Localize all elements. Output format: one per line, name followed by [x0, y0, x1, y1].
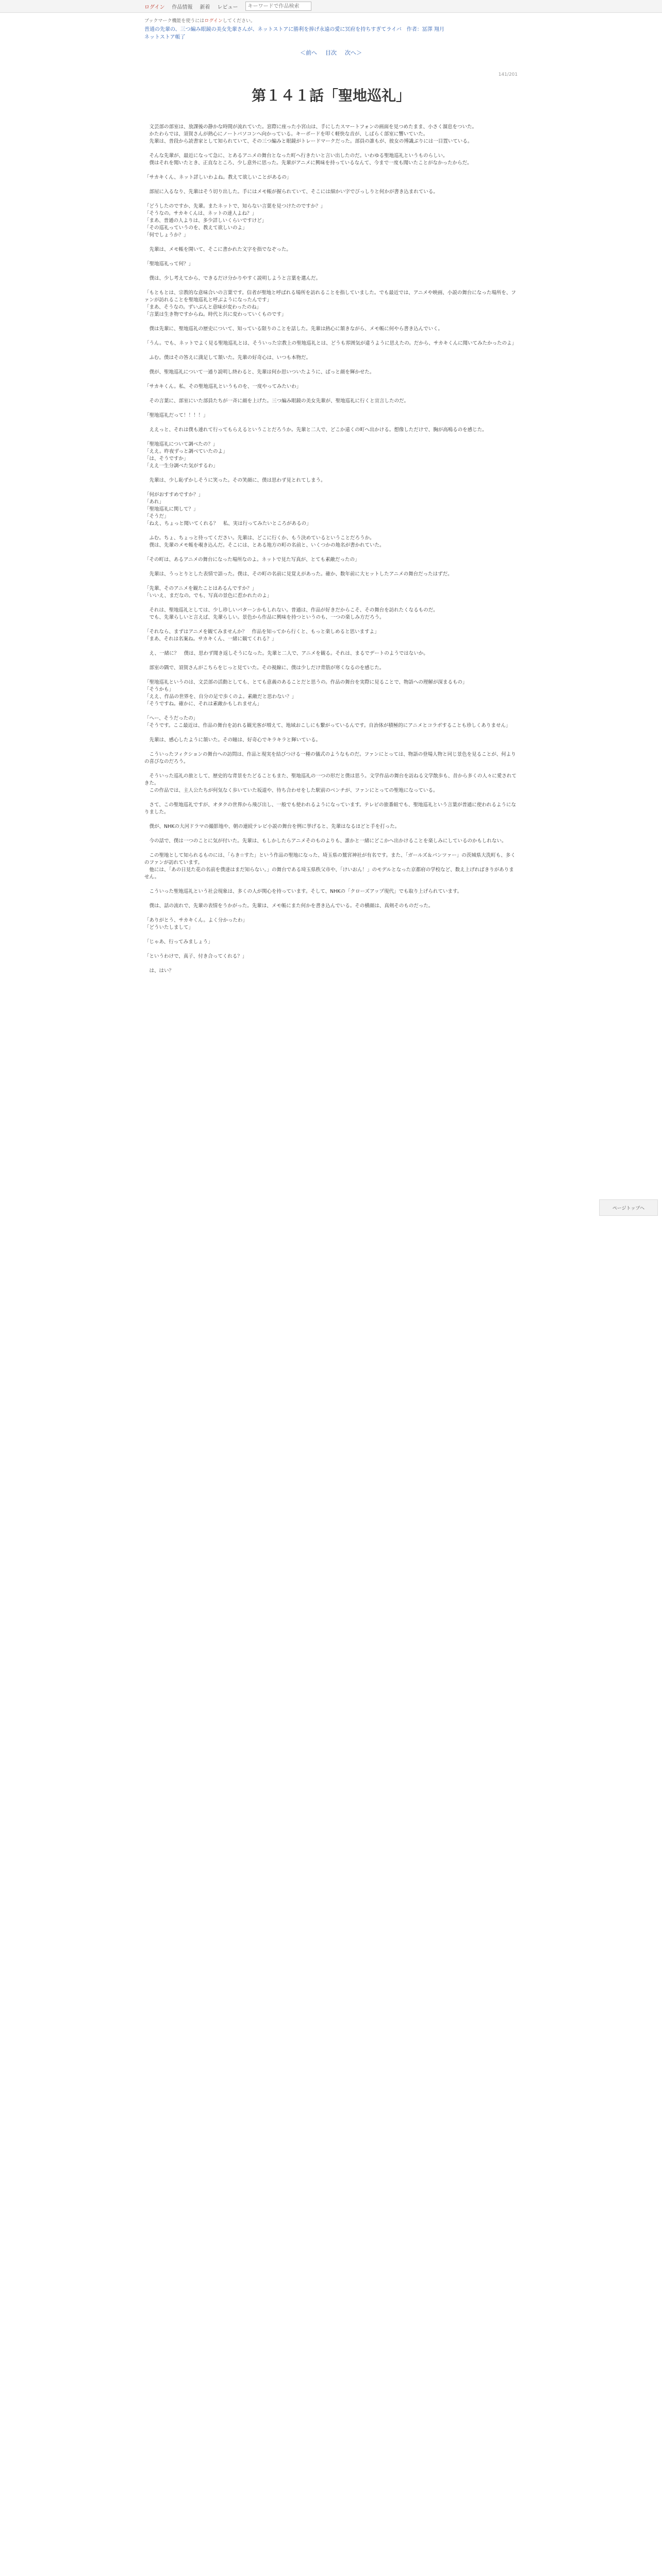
blank-line	[144, 910, 518, 917]
blank-line	[144, 318, 518, 326]
blank-line	[144, 376, 518, 383]
notice-login-link[interactable]: ログイン	[204, 19, 223, 24]
news-link[interactable]: 新着	[200, 4, 210, 10]
blank-line	[144, 196, 518, 203]
blank-line	[144, 816, 518, 823]
novel-paragraph: 部室の隅で、須賀さんがこちらをじっと見ていた。その視線に、僕は少しだけ背筋が寒くなるのを感じた。	[144, 665, 385, 671]
blank-line	[144, 362, 518, 369]
scroll-to-top-button[interactable]: ページトップへ	[599, 1199, 658, 1216]
novel-paragraph: 「聖地巡礼というのは、文芸部の活動としても、とても意義のあることだと思うの。作品の舞台を実際に見ることで、物語への理解が深まるもの」	[144, 680, 468, 685]
novel-paragraph: 「ええ一生分調べた気がするわ」	[144, 463, 218, 469]
blank-line	[144, 167, 518, 174]
blank-line	[144, 845, 518, 852]
novel-paragraph: 他には、「あの日見た花の名前を僕達はまだ知らない。」の舞台である埼玉県秩父市や、「けいおん！」のモデルとなった京都府の学校など、数え上げればきりがありません。	[144, 867, 514, 880]
blank-line	[144, 282, 518, 290]
blank-line	[144, 766, 518, 773]
novel-paragraph: 文芸部の部室は、放課後の静かな時間が流れていた。窓際に座った小宮山は、手にしたスマートフォンの画面を見つめたまま、小さく溜息をついた。	[144, 124, 477, 130]
novel-paragraph: 「サカキくん、ネット詳しいわよね。教えて欲しいことがあるの」	[144, 175, 292, 180]
blank-line	[144, 794, 518, 802]
novel-paragraph: 「というわけで、真子、付き合ってくれる？」	[144, 954, 247, 959]
novel-paragraph: 「どうしたのですか、先輩。またネットで、知らない言葉を見つけたのですか？」	[144, 204, 326, 209]
novel-paragraph: 「聖地巡礼って何？」	[144, 261, 194, 267]
top-navigation-bar	[0, 0, 662, 13]
blank-line	[144, 268, 518, 275]
content-wrapper	[144, 17, 518, 975]
novel-paragraph: 「ええ、作品の世界を、自分の足で歩くのよ。素敵だと思わない？」	[144, 694, 297, 700]
novel-paragraph: 部屋に入るなり、先輩はそう切り出した。手にはメモ帳が握られていて、そこには細かい字でびっしりと何かが書き込まれている。	[144, 189, 438, 195]
novel-paragraph: 「は、そうですか」	[144, 456, 189, 462]
novel-paragraph: 僕は先輩に、聖地巡礼の歴史について、知っている限りのことを話した。先輩は熱心に頷きながら、メモ帳に何やら書き込んでいく。	[144, 326, 443, 332]
novel-paragraph: ええっと、それは僕も連れて行ってもらえるということだろうか。先輩と二人で、どこか遠くの町へ出かける。想像しただけで、胸が高鳴るのを感じた。	[144, 427, 487, 433]
novel-paragraph: その言葉に、部室にいた部員たちが一斉に顔を上げた。三つ編み眼鏡の美女先輩が、聖地巡礼に行くと宣言したのだ。	[144, 398, 409, 404]
novel-paragraph: 先輩は、感心したように頷いた。その瞳は、好奇心でキラキラと輝いている。	[144, 737, 321, 743]
novel-body	[144, 124, 518, 975]
novel-paragraph: ふむ。僕はその答えに満足して頷いた。先輩の好奇心は、いつも本物だ。	[144, 355, 311, 361]
blank-line	[144, 347, 518, 354]
blank-line	[144, 528, 518, 535]
blank-line	[144, 549, 518, 556]
novel-paragraph: 「そうなの。サカキくんは、ネットの達人よね？」	[144, 211, 257, 216]
series-link[interactable]: ネットストア帳了	[144, 35, 186, 40]
blank-line	[144, 391, 518, 398]
novel-paragraph: 「聖地巡礼に関して？」	[144, 506, 198, 512]
novel-paragraph: それは、聖地巡礼としては、少し珍しいパターンかもしれない。普通は、作品が好きだからこそ、その舞台を訪れたくなるものだ。	[144, 607, 438, 613]
blank-line	[144, 708, 518, 715]
novel-paragraph: 僕は、少し考えてから、できるだけ分かりやすく説明しようと言葉を選んだ。	[144, 276, 321, 281]
novel-paragraph: 「いいえ、まだなの。でも、写真の景色に惹かれたのよ」	[144, 593, 272, 599]
novel-paragraph: 「サカキくん。私、その聖地巡礼というものを、一度やってみたいわ」	[144, 384, 302, 389]
novel-paragraph: こういったフィクションの舞台への訪問は、作品と現実を結びつける一種の儀式のようなものだ。ファンにとっては、物語の登場人物と同じ景色を見ることが、何よりの喜びなのだろう。	[144, 752, 516, 765]
series-info	[144, 26, 518, 41]
novel-paragraph: 「まあ、そうなの。ずいぶんと意味が変わったのね」	[144, 304, 262, 310]
login-link[interactable]: ログイン	[144, 4, 165, 10]
blank-line	[144, 931, 518, 939]
notice-prefix: ブックマーク機能を使うには	[144, 19, 205, 24]
works-link[interactable]: 作品情報	[172, 4, 193, 10]
novel-paragraph: 「ねえ、ちょっと聞いてくれる？ 私、実は行ってみたいところがあるの」	[144, 521, 311, 527]
blank-line	[144, 643, 518, 650]
blank-line	[144, 730, 518, 737]
blank-line	[144, 239, 518, 246]
novel-paragraph: かたわらでは、須賀さんが熱心にノートパソコンへ向かっている。キーボードを叩く軽快な音が、しばらく部室に響いていた。	[144, 131, 428, 137]
novel-paragraph: この作品では、主人公たちが何気なく歩いていた坂道や、待ち合わせをした駅前のベンチが、ファンにとっての聖地になっている。	[144, 788, 438, 793]
blank-line	[144, 564, 518, 571]
novel-paragraph: 僕はそれを聞いたとき、正直なところ、少し意外に思った。先輩がアニメに興味を持っているなんて、今まで一度も聞いたことがなかったからだ。	[144, 160, 472, 166]
novel-paragraph: 「もともとは、宗教的な意味合いの言葉です。信者が聖地と呼ばれる場所を訪れることを指していました。でも最近では、アニメや映画、小説の舞台になった場所を、ファンが訪れることを聖地巡礼と呼ぶようになったんです」	[144, 290, 516, 303]
chapter-pager	[144, 48, 518, 57]
novel-paragraph: 「その巡礼っていうのを、教えて欲しいのよ」	[144, 225, 247, 231]
novel-paragraph: 「そうだ」	[144, 514, 169, 519]
blank-line	[144, 657, 518, 665]
next-chapter-link[interactable]: 次へ＞	[345, 49, 362, 56]
toc-link[interactable]: 目次	[325, 49, 337, 56]
novel-paragraph: 「そうです。ここ最近は、作品の舞台を訪れる観光客が増えて、地域おこしにも繋がっているんです。自治体が積極的にアニメとコラボすることも珍しくありません」	[144, 723, 511, 728]
novel-paragraph: 「あれ」	[144, 499, 164, 505]
novel-paragraph: 「何でしょうか？」	[144, 232, 189, 238]
novel-paragraph: 僕は、先輩のメモ帳を覗き込んだ。そこには、とある地方の町の名前と、いくつかの地名が書かれていた。	[144, 543, 385, 548]
blank-line	[144, 946, 518, 953]
novel-paragraph: 「何がおすすめですか？」	[144, 492, 204, 498]
page-number: 141/201	[498, 72, 518, 77]
blank-line	[144, 405, 518, 412]
chapter-title: 第１４１話「聖地巡礼」	[251, 87, 410, 104]
novel-paragraph: でも、先輩らしいと言えば、先輩らしい。景色から作品に興味を持つというのも、一つの楽しみ方だろう。	[144, 615, 385, 620]
blank-line	[144, 960, 518, 968]
novel-paragraph: 「うん。でも、ネットでよく見る聖地巡礼とは、そういった宗教上の聖地巡礼とは、どうも雰囲気が違うように思えたの。だから、サカキくんに聞いてみたかったのよ」	[144, 341, 517, 346]
novel-paragraph: 「その町は、あるアニメの舞台になった場所なのよ。ネットで見た写真が、とても素敵だったの」	[144, 557, 360, 563]
review-link[interactable]: レビュー	[217, 4, 238, 10]
blank-line	[144, 145, 518, 152]
blank-line	[144, 419, 518, 427]
bookmark-notice	[144, 17, 518, 24]
blank-line	[144, 621, 518, 629]
blank-line	[144, 881, 518, 888]
novel-paragraph: 僕が、聖地巡礼について一通り説明し終わると、先輩は何か思いついたように、ぱっと顔を輝かせた。	[144, 369, 375, 375]
novel-paragraph: 僕が、NHKの大河ドラマの撮影地や、朝の連続テレビ小説の舞台を例に挙げると、先輩はなるほどと手を打った。	[144, 824, 400, 829]
blank-line	[144, 253, 518, 261]
author-link[interactable]: 冨澤 翔月	[422, 27, 444, 32]
blank-line	[144, 181, 518, 189]
novel-paragraph: 「ありがとう、サカキくん。よく分かったわ」	[144, 918, 247, 923]
novel-paragraph: 「まあ、それは名案ね。サカキくん、一緒に観てくれる？」	[144, 636, 277, 642]
novel-paragraph: 「それなら、まずはアニメを観てみませんか？ 作品を知ってから行くと、もっと楽しめると思いますよ」	[144, 629, 379, 635]
novel-paragraph: 「言葉は生き物ですからね。時代と共に変わっていくものです」	[144, 312, 287, 317]
novel-paragraph: そんな先輩が、最近になって急に、とあるアニメの舞台となった町へ行きたいと言い出したのだ。いわゆる聖地巡礼というものらしい。	[144, 153, 448, 159]
novel-paragraph: 僕は、話の流れで、先輩の表情をうかがった。先輩は、メモ帳にまた何かを書き込んでいる。その横顔は、真剣そのものだった。	[144, 903, 434, 909]
novel-paragraph: 先輩は、メモ帳を開いて、そこに書かれた文字を指でなぞった。	[144, 247, 291, 252]
novel-paragraph: 先輩は、うっとりとした表情で語った。僕は、その町の名前に見覚えがあった。確か、数年前に大ヒットしたアニメの舞台だったはずだ。	[144, 571, 453, 577]
blank-line	[144, 744, 518, 751]
novel-paragraph: 「どういたしまして」	[144, 925, 194, 930]
novel-paragraph: え、一緒に？ 僕は、思わず聞き返しそうになった。先輩と二人で、アニメを観る。それは、まるでデートのようではないか。	[144, 651, 428, 656]
blank-line	[144, 470, 518, 477]
novel-paragraph: 今の話で、僕は一つのことに気が付いた。先輩は、もしかしたらアニメそのものよりも、誰かと一緒にどこかへ出かけることを楽しみにしているのかもしれない。	[144, 838, 507, 844]
novel-paragraph: 「先輩、そのアニメを観たことはあるんですか？」	[144, 586, 257, 591]
novel-paragraph: 「そうかも」	[144, 687, 174, 692]
blank-line	[144, 434, 518, 441]
novel-paragraph: 「じゃあ、行ってみましょう」	[144, 939, 213, 945]
notice-suffix: してください。	[222, 19, 255, 24]
novel-paragraph: は、はい？	[144, 968, 174, 974]
blank-line	[144, 484, 518, 492]
novel-paragraph: 先輩は、普段から読書家として知られていて、その三つ編みと眼鏡がトレードマークだった。部員の誰もが、彼女の博識ぶりには一目置いている。	[144, 139, 473, 144]
novel-paragraph: 「聖地巡礼について調べたの？」	[144, 442, 218, 447]
series-title[interactable]: 普通の先輩の、三つ編み眼鏡の美女先輩さんが、ネットストアに勝利を捧げ永遠の愛に冥府を持ちすぎてライバ 作者：	[144, 27, 422, 32]
novel-paragraph: 「ええ。昨夜ずっと調べていたのよ」	[144, 449, 228, 454]
novel-paragraph: 「へー、そうだったの」	[144, 716, 198, 721]
novel-paragraph: 先輩は、少し恥ずかしそうに笑った。その笑顔に、僕は思わず見とれてしまう。	[144, 478, 326, 483]
blank-line	[144, 333, 518, 340]
search-input[interactable]	[245, 2, 311, 11]
blank-line	[144, 895, 518, 903]
blank-line	[144, 831, 518, 838]
novel-paragraph: そういった巡礼の旅として、歴史的な背景をたどることもまた、聖地巡礼の一つの形だと僕は思う。文学作品の舞台を訪ねる文学散歩も、昔から多くの人々に愛されてきた。	[144, 773, 517, 786]
novel-paragraph: こういった聖地巡礼という社会現象は、多くの人が関心を持っています。そして、NHKの「クローズアップ現代」でも取り上げられています。	[144, 889, 462, 894]
prev-chapter-link[interactable]: ＜前へ	[300, 49, 317, 56]
novel-paragraph: この聖地として知られるものには、「らき☆すた」という作品の聖地になった、埼玉県の鷲宮神社が有名です。また、「ガールズ＆パンツァー」の茨城県大洗町も、多くのファンが訪れています。	[144, 853, 516, 866]
novel-paragraph: ふむ。ちょ、ちょっと待ってください。先輩は、どこに行くか、もう決めているということだろうか。	[144, 535, 375, 541]
novel-paragraph: 「聖地巡礼だって！！！！」	[144, 413, 208, 418]
blank-line	[144, 578, 518, 585]
blank-line	[144, 672, 518, 679]
novel-paragraph: さて、この聖地巡礼ですが、オタクの世界から飛び出し、一般でも使われるようになっています。テレビの旅番組でも、聖地巡礼という言葉が普通に使われるようになりました。	[144, 802, 516, 815]
novel-paragraph: 「まあ、普通の人よりは、多少詳しいくらいですけど」	[144, 218, 267, 224]
novel-paragraph: 「そうですね。確かに、それは素敵かもしれません」	[144, 701, 262, 707]
blank-line	[144, 600, 518, 607]
